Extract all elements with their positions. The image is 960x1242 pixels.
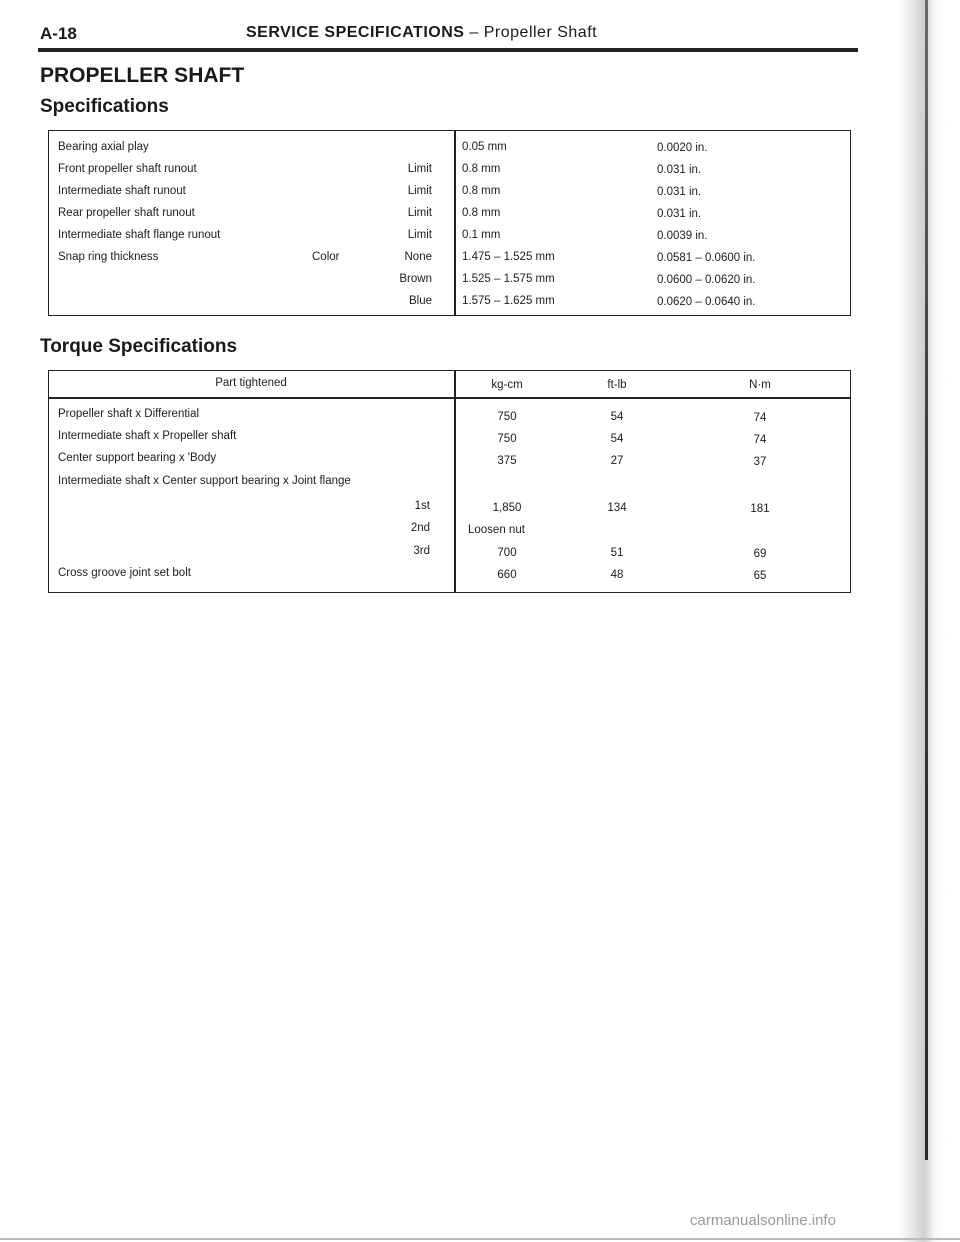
torque-kgcm: 660 <box>497 569 517 581</box>
torque-col-nm: N·m <box>749 379 771 391</box>
spec-kind: Brown <box>399 273 432 285</box>
spec-item: Intermediate shaft flange runout <box>58 229 221 241</box>
spec-imperial-value: 0.0600 – 0.0620 in. <box>657 274 756 286</box>
spec-item: Front propeller shaft runout <box>58 163 197 175</box>
torque-ftlb: 54 <box>610 433 624 445</box>
torque-nm: 37 <box>753 456 767 468</box>
spec-item: Intermediate shaft runout <box>58 185 186 197</box>
spec-kind: None <box>404 251 432 263</box>
spec-item: Rear propeller shaft runout <box>58 207 195 219</box>
spec-metric-value: 0.1 mm <box>462 229 501 241</box>
page-number: A-18 <box>40 24 77 43</box>
spec-imperial-value: 0.031 in. <box>657 186 702 198</box>
torque-kgcm: Loosen nut <box>468 524 525 536</box>
spec-imperial-value: 0.031 in. <box>657 208 702 220</box>
spec-metric-value: 1.525 – 1.575 mm <box>462 273 555 285</box>
spec-kind: Limit <box>407 185 432 197</box>
torque-header-rule <box>48 397 851 399</box>
page-bottom-edge <box>0 1238 960 1240</box>
spec-metric-value: 0.8 mm <box>462 185 501 197</box>
spec-metric-value: 0.8 mm <box>462 207 501 219</box>
torque-kgcm: 750 <box>497 411 517 423</box>
torque-ftlb: 134 <box>607 502 627 514</box>
torque-ftlb: 48 <box>610 569 624 581</box>
torque-column-divider <box>454 370 456 593</box>
running-header-subsection: Propeller Shaft <box>483 24 598 41</box>
torque-ftlb: 27 <box>610 455 624 467</box>
spec-imperial-value: 0.0620 – 0.0640 in. <box>657 296 756 308</box>
torque-step: 3rd <box>413 545 430 557</box>
spec-kind: Blue <box>408 295 432 307</box>
spec-imperial-value: 0.0581 – 0.0600 in. <box>657 252 756 264</box>
torque-specifications-heading: Torque Specifications <box>40 336 238 357</box>
specifications-table <box>48 130 851 316</box>
torque-nm: 74 <box>753 412 767 424</box>
spec-imperial-value: 0.0039 in. <box>657 230 708 242</box>
spec-kind: Limit <box>407 163 432 175</box>
running-header-separator: – <box>464 24 484 41</box>
spec-item: Bearing axial play <box>58 141 149 153</box>
spec-imperial-value: 0.0020 in. <box>657 142 708 154</box>
page-title: PROPELLER SHAFT <box>40 64 245 87</box>
torque-kgcm: 1,850 <box>492 502 522 514</box>
header-rule <box>38 48 858 52</box>
torque-col-ftlb: ft-lb <box>607 379 627 391</box>
torque-nm: 74 <box>753 434 767 446</box>
book-spine-shadow <box>898 0 960 1242</box>
torque-nm: 181 <box>750 503 770 515</box>
torque-part: Propeller shaft x Differential <box>58 408 200 420</box>
spec-item: Snap ring thickness <box>58 251 159 263</box>
spec-kind: Limit <box>407 229 432 241</box>
torque-part: Intermediate shaft x Center support bearing x Joint flange <box>58 475 351 487</box>
spec-imperial-value: 0.031 in. <box>657 164 702 176</box>
torque-part: Cross groove joint set bolt <box>58 567 191 579</box>
torque-ftlb: 51 <box>610 547 624 559</box>
torque-col-part: Part tightened <box>215 377 287 389</box>
torque-col-kgcm: kg-cm <box>491 379 523 391</box>
book-spine-edge <box>925 0 928 1160</box>
running-header <box>246 24 597 42</box>
torque-nm: 65 <box>753 570 767 582</box>
torque-nm: 69 <box>753 548 767 560</box>
torque-kgcm: 750 <box>497 433 517 445</box>
spec-metric-value: 1.475 – 1.525 mm <box>462 251 555 263</box>
specifications-column-divider <box>454 130 456 316</box>
spec-subheading: Color <box>312 251 340 263</box>
spec-metric-value: 0.8 mm <box>462 163 501 175</box>
running-header-section: SERVICE SPECIFICATIONS <box>246 24 465 41</box>
torque-ftlb: 54 <box>610 411 624 423</box>
torque-step: 2nd <box>410 522 430 534</box>
torque-kgcm: 375 <box>497 455 517 467</box>
torque-kgcm: 700 <box>497 547 517 559</box>
watermark: carmanualsonline.info <box>690 1212 836 1229</box>
torque-step: 1st <box>414 500 430 512</box>
spec-metric-value: 0.05 mm <box>462 141 507 153</box>
torque-part: Intermediate shaft x Propeller shaft <box>58 430 237 442</box>
spec-kind: Limit <box>407 207 432 219</box>
specifications-heading: Specifications <box>40 96 169 117</box>
torque-part: Center support bearing x 'Body <box>58 452 217 464</box>
spec-metric-value: 1.575 – 1.625 mm <box>462 295 555 307</box>
